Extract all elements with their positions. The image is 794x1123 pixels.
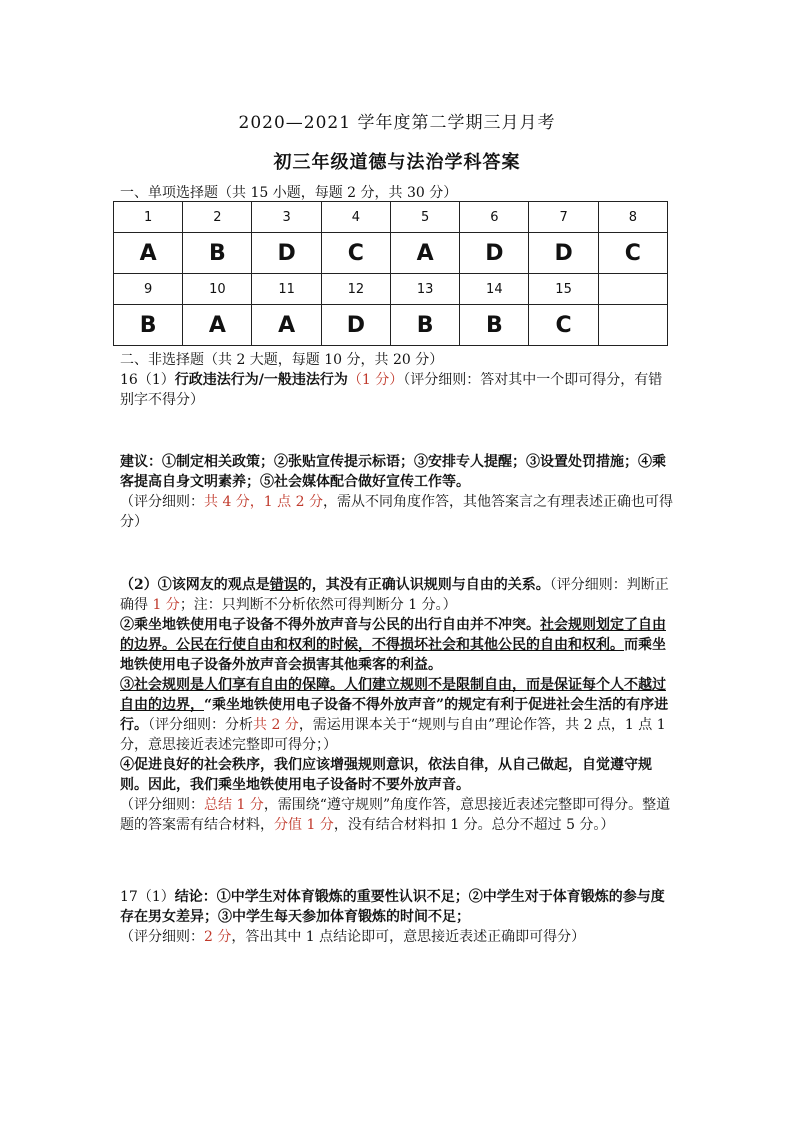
- section-heading-nonchoice: 二、非选择题（共 2 大题，每题 10 分，共 20 分）: [120, 352, 444, 368]
- suggestion-note-end: ，需从不同角度作答，其他答案言之有理表述正确也可得分）: [120, 494, 673, 530]
- question-number: 11: [252, 274, 321, 305]
- answer-letter-empty: [598, 305, 667, 346]
- answer-letter: B: [390, 305, 459, 346]
- q16-2-point-1: [120, 575, 676, 615]
- question-number: 10: [183, 274, 252, 305]
- q16-1-answer-text: 行政违法行为/一般违法行为: [174, 372, 348, 388]
- question-number: 15: [529, 274, 598, 305]
- q16-2-p1-underlined: 错误: [269, 577, 298, 593]
- answer-letter: B: [114, 305, 183, 346]
- q16-2-p2-start: ②乘坐地铁使用电子设备不得外放声音与公民的出行自由并不冲突。: [120, 617, 540, 633]
- answer-letter-row: [114, 233, 668, 274]
- answer-letter: A: [390, 233, 459, 274]
- q16-1-prefix: 16（1）: [120, 372, 175, 388]
- q17-1-note-end: ，答出其中 1 点结论即可，意思接近表述正确即可得分）: [231, 929, 586, 945]
- question-number: 5: [390, 202, 459, 233]
- answer-letter: D: [321, 305, 390, 346]
- q16-2-p1-note-end: ；注：只判断不分析依然可得判断分 1 分。）: [179, 597, 457, 613]
- answer-letter: A: [183, 305, 252, 346]
- q16-2-p4-note-e: ，没有结合材料扣 1 分。总分不超过 5 分。）: [333, 817, 615, 833]
- answer-letter: A: [252, 305, 321, 346]
- q16-2-p1-note-score: 1 分: [152, 597, 180, 613]
- q17-1-answer-text: 结论：①中学生对体育锻炼的重要性认识不足；②中学生对于体育锻炼的参与度存在男女差异；③中学生每天参加体育锻炼的时间不足；: [120, 889, 665, 925]
- q16-2-p3-text: “乘坐地铁使用电子设备不得外放声音”的规定有利于促进社会生活的有序进行。: [120, 697, 669, 733]
- q17-1-note-score: 2 分: [204, 929, 232, 945]
- answer-letter: C: [529, 305, 598, 346]
- q17-1-note: [120, 927, 676, 947]
- answer-letter: B: [183, 233, 252, 274]
- q16-2-p3-note-start: （评分细则：分析: [148, 717, 253, 733]
- question-number: 3: [252, 202, 321, 233]
- q16-2-p4-note-value: 分值 1 分: [274, 817, 334, 833]
- section-heading-choice: 一、单项选择题（共 15 小题，每题 2 分，共 30 分）: [120, 185, 458, 201]
- exam-title: 2020—2021 学年度第二学期三月月考: [238, 113, 556, 133]
- q16-2-point-2: [120, 615, 676, 675]
- q16-1-note: （评分细则：答对其中一个即可得分，有错别字不得分）: [120, 372, 663, 408]
- q16-2-p2-end: 而乘坐地铁使用电子设备外放声音会损害其他乘客的利益。: [120, 637, 666, 673]
- answer-letter: B: [460, 305, 529, 346]
- question-number: 7: [529, 202, 598, 233]
- question-number: 4: [321, 202, 390, 233]
- q17-1-answer: [120, 887, 676, 927]
- answer-letter: D: [460, 233, 529, 274]
- answer-sheet-title: 初三年级道德与法治学科答案: [273, 152, 521, 173]
- question-number: 2: [183, 202, 252, 233]
- answer-letter-row: [114, 305, 668, 346]
- question-number: 9: [114, 274, 183, 305]
- q16-2-p1-note-start: （评分细则：判断正确得: [120, 577, 669, 613]
- q16-2-p3-note-score: 共 2 分: [253, 717, 299, 733]
- q16-2-block: [120, 575, 676, 835]
- suggestion-note: [120, 492, 676, 532]
- answer-number-row: [114, 274, 668, 305]
- answer-letter: D: [252, 233, 321, 274]
- question-number-empty: [598, 274, 667, 305]
- q16-2-p4-note-score: 总结 1 分: [204, 797, 264, 813]
- question-number: 6: [460, 202, 529, 233]
- answer-letter: D: [529, 233, 598, 274]
- q16-2-point-4: ④促进良好的社会秩序，我们应该增强规则意识，依法自律，从自己做起，自觉遵守规则。因此，我们乘坐地铁使用电子设备时不要外放声音。: [120, 757, 652, 793]
- answer-letter: A: [114, 233, 183, 274]
- answer-letter: C: [598, 233, 667, 274]
- suggestion-block: [120, 452, 676, 532]
- q16-2-p4-note-c: ，需围绕“遵守规则”角度作答，意思接近表述完整即可得分。整道题的答案需有结合材料，: [120, 797, 671, 833]
- suggestion-note-start: （评分细则：: [120, 494, 204, 510]
- q17-1-block: [120, 887, 676, 947]
- q16-2-point-3: [120, 675, 676, 755]
- q16-2-p3-note-end: ，需运用课本关于“规则与自由”理论作答，共 2 点，1 点 1 分，意思接近表述完整即可得分；）: [120, 717, 666, 753]
- question-number: 13: [390, 274, 459, 305]
- q16-1-score: （1 分）: [347, 372, 404, 388]
- answer-letter: C: [321, 233, 390, 274]
- question-number: 1: [114, 202, 183, 233]
- q17-1-note-start: （评分细则：: [120, 929, 204, 945]
- suggestion-text: 建议：①制定相关政策；②张贴宣传提示标语；③安排专人提醒；③设置处罚措施；④乘客提高自身文明素养；⑤社会媒体配合做好宣传工作等。: [120, 454, 666, 490]
- q17-1-prefix: 17（1）: [120, 889, 175, 905]
- question-number: 14: [460, 274, 529, 305]
- suggestion-note-score: 共 4 分，1 点 2 分: [204, 494, 323, 510]
- q16-2-p1-end: 的，其没有正确认识规则与自由的关系。: [297, 577, 550, 593]
- q16-2-p4-note-a: （评分细则：: [120, 797, 204, 813]
- answer-number-row: [114, 202, 668, 233]
- q16-2-p1-start: （2）①该网友的观点是: [120, 577, 270, 593]
- question-number: 8: [598, 202, 667, 233]
- q16-2-p3-underlined: ③社会规则是人们享有自由的保障。人们建立规则不是限制自由，而是保证每个人不越过自由的边界，: [120, 677, 666, 713]
- q16-1-answer: [120, 370, 676, 410]
- question-number: 12: [321, 274, 390, 305]
- answer-table: [113, 201, 668, 346]
- q16-2-p2-underlined: 社会规则划定了自由的边界。公民在行使自由和权利的时候，不得损坏社会和其他公民的自由和权利。: [120, 617, 666, 653]
- q16-2-p4-note: [120, 795, 676, 835]
